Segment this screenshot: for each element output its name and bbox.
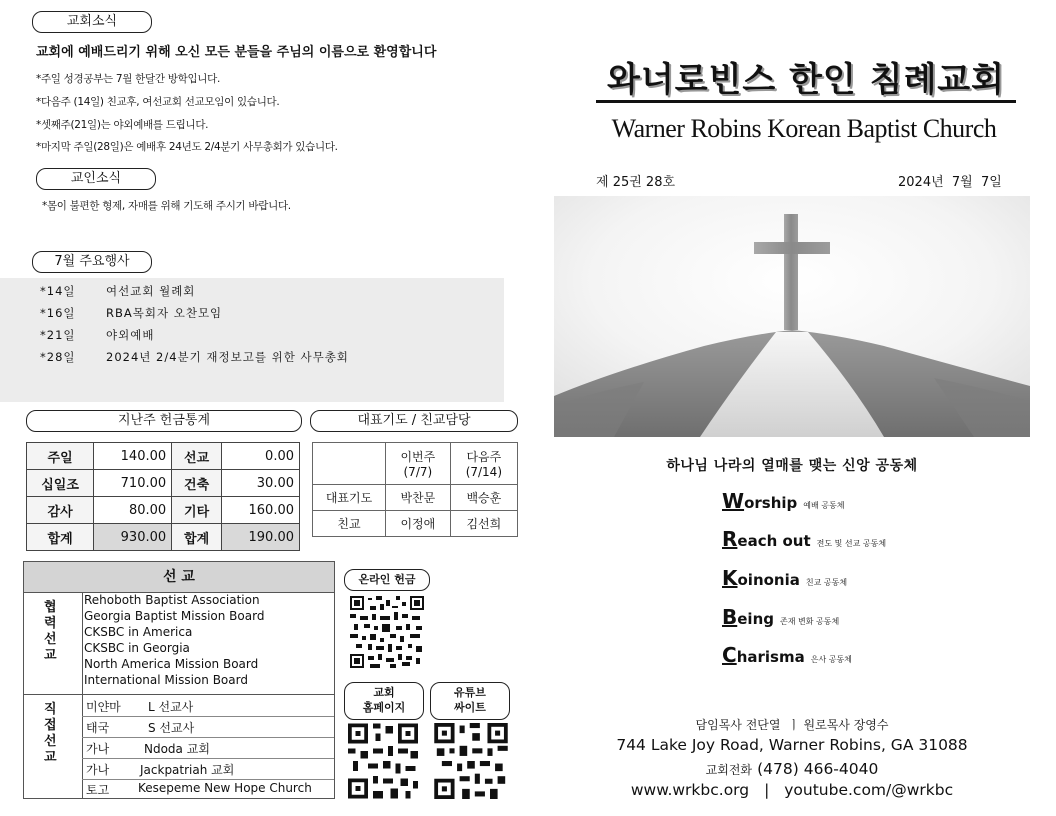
prayer-next: 백승훈 — [450, 485, 517, 511]
offering-value: 710.00 — [94, 470, 172, 497]
missions-divider — [24, 694, 334, 695]
partner-item: CKSBC in Georgia — [84, 641, 190, 655]
value-rest: orship — [744, 494, 798, 512]
prayer-this: 박찬문 — [386, 485, 451, 511]
title-underline — [596, 100, 1016, 103]
event-date: *21일 — [40, 328, 76, 342]
direct-row-line — [82, 758, 334, 759]
cross-image — [554, 196, 1030, 437]
offering-total-label: 합계 — [172, 524, 222, 551]
offering-value: 160.00 — [222, 497, 300, 524]
partner-item: International Mission Board — [84, 673, 248, 687]
partner-item: Georgia Baptist Mission Board — [84, 609, 265, 623]
prayer-role: 대표기도 — [313, 485, 386, 511]
partner-label: 협 력 선 교 — [44, 600, 57, 663]
church-news-header: 교회소식 — [32, 11, 152, 33]
missions-header: 선 교 — [24, 562, 334, 593]
link-separator: | — [764, 781, 770, 799]
event-desc: RBA목회자 오찬모임 — [106, 306, 223, 320]
value-initial: W — [722, 489, 745, 513]
offering-total-value: 930.00 — [94, 524, 172, 551]
value-initial: K — [722, 566, 738, 590]
welcome-text: 교회에 예배드리기 위해 오신 모든 분들을 주님의 이름으로 환영합니다 — [36, 45, 437, 60]
missions-box — [23, 561, 335, 799]
news-item: *다음주 (14일) 친교후, 여선교회 선교모임이 있습니다. — [36, 96, 280, 108]
homepage-qr[interactable] — [348, 723, 418, 799]
value-korean: 전도 및 선교 공동체 — [816, 539, 887, 548]
direct-country: 미얀마 — [86, 700, 121, 714]
prayer-role: 친교 — [313, 511, 386, 537]
value-korean: 존재 변화 공동체 — [779, 617, 840, 626]
direct-row-line — [82, 716, 334, 717]
direct-country: 가나 — [86, 742, 110, 756]
this-week-header: 이번주 (7/7) — [386, 443, 451, 485]
direct-country: 토고 — [86, 783, 110, 797]
prayer-next: 김선희 — [450, 511, 517, 537]
online-offering-label: 온라인 헌금 — [344, 569, 430, 591]
event-desc: 야외예배 — [106, 328, 155, 342]
offering-label: 건축 — [172, 470, 222, 497]
youtube-link[interactable]: youtube.com/@wrkbc — [784, 781, 954, 799]
value-charisma — [722, 643, 852, 667]
offering-table — [26, 442, 300, 551]
direct-country: 태국 — [86, 721, 110, 735]
links-line — [554, 781, 1030, 799]
phone-label: 교회전화 — [705, 763, 753, 777]
direct-name: L 선교사 — [148, 700, 194, 714]
event-date: *14일 — [40, 284, 76, 298]
pastors: 담임목사 전단열 ㅣ 원로목사 장영수 — [695, 718, 889, 732]
event-date: *28일 — [40, 350, 76, 364]
youtube-qr-label: 유튜브 싸이트 — [430, 682, 510, 720]
value-being — [722, 605, 839, 629]
value-rest: oinonia — [737, 571, 800, 589]
offering-value: 80.00 — [94, 497, 172, 524]
offering-total-label: 합계 — [27, 524, 94, 551]
value-reach-out — [722, 527, 886, 551]
offering-label: 주일 — [27, 443, 94, 470]
value-initial: C — [722, 643, 737, 667]
offering-label: 선교 — [172, 443, 222, 470]
homepage-qr-label: 교회 홈페이지 — [344, 682, 424, 720]
member-news-header: 교인소식 — [36, 168, 156, 190]
partner-item: CKSBC in America — [84, 625, 193, 639]
value-worship — [722, 489, 844, 513]
prayer-this: 이정애 — [386, 511, 451, 537]
value-initial: B — [722, 605, 738, 629]
event-date: *16일 — [40, 306, 76, 320]
website-link[interactable]: www.wrkbc.org — [630, 781, 750, 799]
value-initial: R — [722, 527, 738, 551]
value-rest: harisma — [736, 648, 805, 666]
events-panel — [0, 278, 504, 402]
direct-label: 직 접 선 교 — [44, 702, 57, 765]
event-desc: 2024년 2/4분기 재정보고를 위한 사무총회 — [106, 350, 349, 364]
direct-name: S 선교사 — [148, 721, 195, 735]
news-item: *셋째주(21일)는 야외예배를 드립니다. — [36, 119, 209, 131]
prayer-header: 대표기도 / 친교담당 — [310, 410, 518, 432]
offering-header: 지난주 헌금통계 — [26, 410, 302, 432]
direct-row-line — [82, 737, 334, 738]
member-news-text: *몸이 불편한 형제, 자매를 위해 기도해 주시기 바랍니다. — [42, 200, 291, 212]
value-koinonia — [722, 566, 847, 590]
volume-number: 제 25권 28호 — [596, 175, 676, 190]
partner-item: North America Mission Board — [84, 657, 259, 671]
news-item: *마지막 주일(28일)은 예배후 24년도 2/4분기 사무총회가 있습니다. — [36, 141, 338, 153]
direct-country: 가나 — [86, 763, 110, 777]
direct-name: Jackpatriah 교회 — [140, 763, 235, 777]
offering-value: 30.00 — [222, 470, 300, 497]
offering-label: 기타 — [172, 497, 222, 524]
missions-col-divider — [82, 593, 83, 798]
value-korean: 예배 공동체 — [803, 501, 845, 510]
phone-line — [554, 759, 1030, 778]
youtube-qr[interactable] — [434, 723, 508, 799]
value-korean: 친교 공동체 — [805, 578, 848, 587]
address: 744 Lake Joy Road, Warner Robins, GA 31088 — [616, 736, 968, 754]
offering-total-value: 190.00 — [222, 524, 300, 551]
value-rest: each out — [737, 532, 811, 550]
offering-value: 0.00 — [222, 443, 300, 470]
online-offering-qr[interactable] — [350, 596, 424, 668]
partner-item: Rehoboth Baptist Association — [84, 593, 260, 607]
next-week-header: 다음주 (7/14) — [450, 443, 517, 485]
offering-label: 십일조 — [27, 470, 94, 497]
direct-row-line — [82, 779, 334, 780]
value-korean: 은사 공동체 — [810, 655, 852, 664]
direct-name: Ndoda 교회 — [144, 742, 210, 756]
event-desc: 여선교회 월례회 — [106, 284, 196, 298]
direct-name: Kesepeme New Hope Church — [138, 781, 312, 795]
motto: 하나님 나라의 열매를 맺는 신앙 공동체 — [666, 458, 918, 474]
offering-label: 감사 — [27, 497, 94, 524]
offering-value: 140.00 — [94, 443, 172, 470]
prayer-table — [312, 442, 518, 537]
events-header: 7월 주요행사 — [32, 251, 152, 273]
phone-number: (478) 466-4040 — [757, 760, 879, 778]
issue-date: 2024년 7월 7일 — [898, 175, 1002, 190]
value-rest: eing — [737, 610, 774, 628]
title-korean: 와너로빈스 한인 침례교회 — [607, 60, 1005, 100]
news-item: *주일 성경공부는 7월 한달간 방학입니다. — [36, 73, 221, 85]
title-english: Warner Robins Korean Baptist Church — [611, 114, 997, 143]
